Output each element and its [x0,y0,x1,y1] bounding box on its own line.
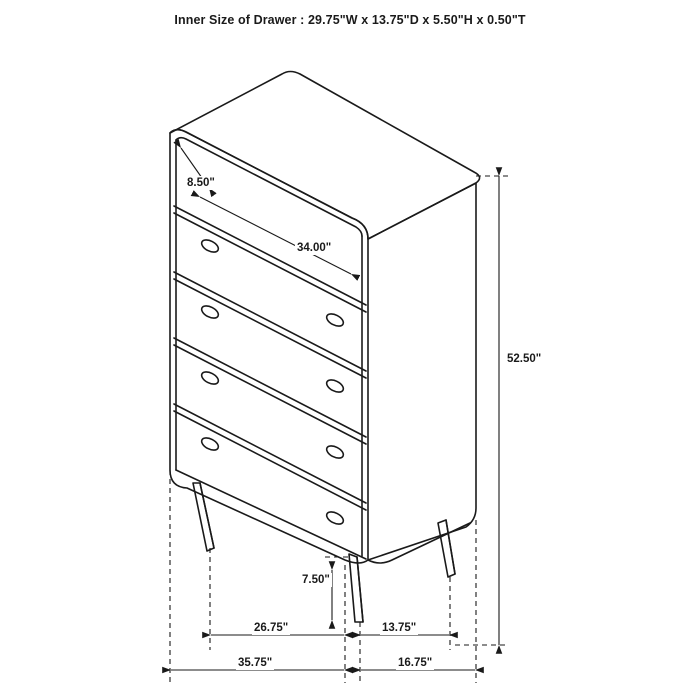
dimension-label-leg-height: 7.50" [302,574,330,586]
cabinet-front-face [170,130,368,563]
drawer-pull-left-3 [200,369,221,386]
drawer-pull-right-4 [325,509,346,526]
leg-front-right-edge [357,557,363,622]
drawer-divider-4 [174,404,366,503]
drawer-pull-left-2 [200,303,221,320]
dimension-label-front-width: 34.00" [297,242,332,254]
drawer-divider-1b [174,213,366,312]
leg-front-right [349,554,363,622]
chest-body [170,72,480,623]
dimension-label-side-depth: 13.75" [382,622,417,634]
dimension-label-base-width: 35.75" [238,657,273,669]
drawer-divider-1 [174,206,366,305]
drawer-divider-3b [174,345,366,444]
page-title: Inner Size of Drawer : 29.75"W x 13.75"D x 5.50"H x 0.50"T [174,13,526,27]
leg-front-left [193,483,214,551]
drawer-pull-right-2 [325,377,346,394]
drawer-divider-2b [174,279,366,378]
drawer-pull-left-4 [200,435,221,452]
drawer-pull-right-1 [325,311,346,328]
drawer-divider-3 [174,338,366,437]
dimension-lines [170,148,508,683]
cabinet-side-face [368,183,476,560]
dimension-label-base-depth: 16.75" [398,657,433,669]
drawer-divider-2 [174,272,366,371]
dimension-line-front-width [200,197,351,274]
leg-back-right-edge [446,520,455,574]
drawer-pull-right-3 [325,443,346,460]
leg-front-left-edge [200,483,214,548]
drawer-pull-left-1 [200,237,221,254]
dimension-label-total-height: 52.50" [507,353,542,365]
leg-back-right [438,520,455,577]
dimension-label-top-depth: 8.50" [187,177,215,189]
dimension-label-drawer-front-width: 26.75" [254,622,289,634]
